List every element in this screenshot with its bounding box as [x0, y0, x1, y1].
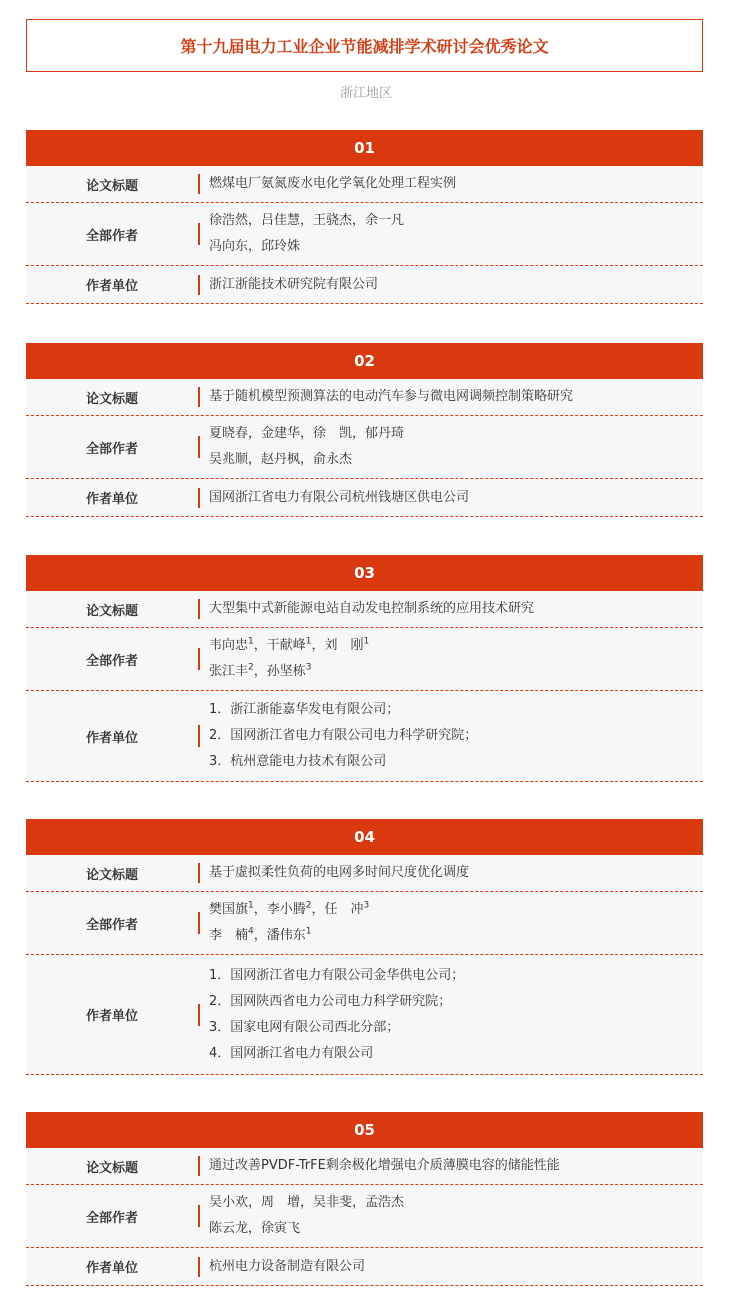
divider-wrap: [198, 479, 209, 516]
affiliation-label: 作者单位: [85, 492, 138, 507]
row-value: [198, 855, 703, 891]
page-title-box: [26, 19, 703, 72]
table-row: [26, 591, 703, 628]
value-line: 1．国网浙江省电力有限公司金华供电公司；: [209, 967, 465, 983]
author-name: 徐浩然，吕佳慧，王骁杰，余一凡: [209, 213, 405, 228]
paper-title-label: 论文标题: [85, 603, 138, 619]
divider: [198, 387, 200, 407]
divider-wrap: [198, 1148, 209, 1184]
value-line: 3．杭州意能电力技术有限公司: [209, 754, 387, 769]
divider-wrap: [198, 591, 209, 627]
row-value: [198, 591, 703, 627]
value-line: 2．国网陕西省电力公司电力科学研究院；: [209, 993, 452, 1009]
paper-title-label: 论文标题: [85, 178, 138, 194]
divider-wrap: [198, 379, 209, 415]
table-row: [26, 479, 703, 517]
section-number: 01: [26, 130, 703, 166]
author-name: 李 楠: [209, 928, 249, 943]
divider: [198, 436, 200, 458]
value-line: [209, 897, 369, 923]
value-lines: [209, 379, 573, 415]
paper-section: [26, 555, 703, 782]
paper-title-label: 论文标题: [85, 1160, 138, 1176]
value-line: 浙江浙能技术研究院有限公司: [209, 276, 379, 292]
value-lines: [209, 416, 404, 478]
author-name: 吴兆顺，赵丹枫，俞永杰: [209, 452, 353, 467]
value-line: 杭州电力设备制造有限公司: [209, 1258, 366, 1274]
divider-wrap: [198, 416, 209, 478]
divider: [198, 863, 200, 883]
page-title: 第十九届电力工业企业节能减排学术研讨会优秀论文: [180, 37, 549, 56]
table-row: [26, 203, 703, 266]
divider: [198, 488, 200, 508]
divider: [198, 1257, 200, 1277]
divider-wrap: [198, 203, 209, 265]
authors-label: 全部作者: [85, 228, 138, 244]
table-row: [26, 691, 703, 782]
row-value: [198, 416, 703, 478]
value-line: [209, 208, 404, 234]
value-line: [209, 421, 404, 447]
value-line: [209, 923, 369, 949]
affiliation-marker: 2: [305, 900, 312, 911]
divider-wrap: [198, 855, 209, 891]
value-line: 3．国家电网有限公司西北分部；: [209, 1019, 400, 1035]
table-row: [26, 892, 703, 955]
affiliation-marker: 4: [248, 926, 254, 937]
paper-section: [26, 819, 703, 1075]
value-lines: [209, 591, 534, 627]
table-row: [26, 379, 703, 416]
value-lines: [209, 892, 369, 954]
divider: [198, 275, 200, 295]
author-name: ，任 冲: [311, 902, 364, 917]
divider: [198, 725, 200, 747]
divider-wrap: [198, 1248, 209, 1285]
divider-wrap: [198, 628, 209, 690]
authors-label: 全部作者: [85, 653, 138, 669]
author-name: 陈云龙，徐寅飞: [209, 1221, 301, 1236]
value-line: 基于虚拟柔性负荷的电网多时间尺度优化调度: [209, 865, 470, 880]
value-line: [209, 1216, 404, 1242]
author-name: ，李小腾: [253, 902, 306, 917]
author-name: 冯向东，邱玲姝: [209, 239, 301, 254]
value-line: 基于随机模型预测算法的电动汽车参与微电网调频控制策略研究: [209, 389, 574, 404]
divider-wrap: [198, 691, 209, 781]
row-value: [198, 166, 703, 202]
region-label: 浙江地区: [339, 86, 392, 101]
affiliation-marker: 1: [305, 926, 312, 937]
affiliation-marker: 2: [248, 662, 254, 673]
authors-label: 全部作者: [85, 1210, 138, 1226]
row-value: [198, 955, 703, 1074]
row-value: [198, 691, 703, 781]
paper-title-label: 论文标题: [85, 867, 138, 883]
value-lines: [209, 691, 477, 781]
affiliation-marker: 3: [363, 900, 370, 911]
value-line: 2．国网浙江省电力有限公司电力科学研究院；: [209, 728, 478, 743]
row-value: [198, 203, 703, 265]
section-number: 04: [26, 819, 703, 855]
table-row: [26, 166, 703, 203]
table-row: [26, 628, 703, 691]
value-lines: [209, 1248, 365, 1285]
affiliation-label: 作者单位: [85, 279, 138, 294]
row-value: [198, 266, 703, 303]
author-name: 樊国旗: [209, 902, 249, 917]
author-name: 张江丰: [209, 664, 249, 679]
value-lines: [209, 479, 469, 516]
table-row: [26, 416, 703, 479]
table-row: [26, 855, 703, 892]
paper-title-label: 论文标题: [85, 391, 138, 407]
divider: [198, 174, 200, 194]
value-line: [209, 1190, 404, 1216]
value-line: 1．浙江浙能嘉华发电有限公司；: [209, 702, 400, 717]
divider-wrap: [198, 892, 209, 954]
author-name: 夏晓春，金建华，徐 凯，郁丹琦: [209, 426, 405, 441]
value-line: [209, 633, 369, 659]
value-line: 通过改善PVDF-TrFE剩余极化增强电介质薄膜电容的储能性能: [209, 1158, 560, 1173]
divider: [198, 1004, 200, 1026]
paper-section: [26, 130, 703, 304]
author-name: ，刘 刚: [311, 638, 364, 653]
table-row: [26, 1185, 703, 1248]
divider-wrap: [198, 266, 209, 303]
table-row: [26, 1148, 703, 1185]
affiliation-label: 作者单位: [85, 1261, 138, 1276]
author-name: 韦向忠: [209, 638, 249, 653]
section-number: 02: [26, 343, 703, 379]
author-name: ，孙坚栋: [253, 664, 306, 679]
row-value: [198, 1185, 703, 1247]
affiliation-marker: 1: [363, 636, 370, 647]
divider: [198, 1156, 200, 1176]
value-lines: [209, 1148, 560, 1184]
divider: [198, 648, 200, 670]
row-value: [198, 892, 703, 954]
author-name: 吴小欢，周 增，吴非斐，孟浩杰: [209, 1195, 405, 1210]
affiliation-label: 作者单位: [85, 730, 138, 746]
value-lines: [209, 628, 369, 690]
section-number: 03: [26, 555, 703, 591]
value-line: [209, 234, 404, 260]
row-value: [198, 1248, 703, 1285]
affiliation-marker: 3: [305, 662, 312, 673]
section-number: 05: [26, 1112, 703, 1148]
value-lines: [209, 266, 378, 303]
value-lines: [209, 1185, 404, 1247]
paper-section: [26, 343, 703, 517]
value-line: 大型集中式新能源电站自动发电控制系统的应用技术研究: [209, 601, 535, 616]
value-line: 国网浙江省电力有限公司杭州钱塘区供电公司: [209, 489, 470, 505]
row-value: [198, 1148, 703, 1184]
table-row: [26, 955, 703, 1075]
value-lines: [209, 166, 456, 202]
table-row: [26, 1248, 703, 1286]
divider: [198, 1205, 200, 1227]
divider-wrap: [198, 166, 209, 202]
divider: [198, 223, 200, 245]
row-value: [198, 379, 703, 415]
value-line: 4．国网浙江省电力有限公司: [209, 1045, 374, 1061]
affiliation-marker: 1: [248, 636, 254, 647]
author-name: ，潘伟东: [253, 928, 306, 943]
paper-section: [26, 1112, 703, 1286]
author-name: ，干献峰: [253, 638, 306, 653]
divider: [198, 912, 200, 934]
value-line: [209, 659, 369, 685]
affiliation-marker: 1: [305, 636, 312, 647]
divider: [198, 599, 200, 619]
value-lines: [209, 955, 464, 1074]
value-line: [209, 447, 404, 473]
divider-wrap: [198, 1185, 209, 1247]
row-value: [198, 628, 703, 690]
affiliation-marker: 1: [248, 900, 254, 911]
authors-label: 全部作者: [85, 441, 138, 457]
authors-label: 全部作者: [85, 917, 138, 933]
value-lines: [209, 855, 469, 891]
divider-wrap: [198, 955, 209, 1074]
value-lines: [209, 203, 404, 265]
affiliation-label: 作者单位: [85, 1009, 138, 1024]
value-line: 燃煤电厂氨氮废水电化学氧化处理工程实例: [209, 176, 457, 191]
row-value: [198, 479, 703, 516]
table-row: [26, 266, 703, 304]
